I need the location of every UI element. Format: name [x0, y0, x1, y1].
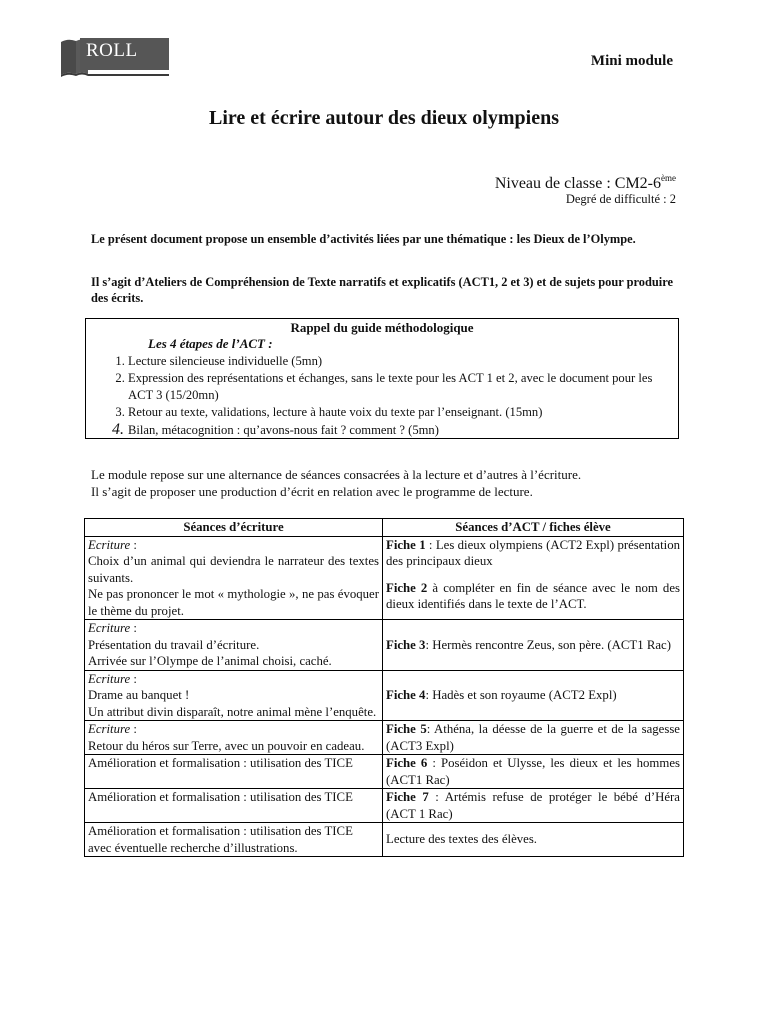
writing-text: Retour du héros sur Terre, avec un pouvoir en cadeau.: [88, 738, 365, 753]
writing-cell: Ecriture : Retour du héros sur Terre, avec un pouvoir en cadeau.: [85, 721, 383, 755]
module-description-line: Le module repose sur une alternance de séances consacrées à la lecture et d’autres à l’écriture.: [91, 467, 582, 482]
writing-text: Un attribut divin disparaît, notre animal mène l’enquête.: [88, 704, 377, 719]
module-description-line: Il s’agit de proposer une production d’écrit en relation avec le programme de lecture.: [91, 484, 533, 499]
intro-paragraph-1: Le présent document propose un ensemble d’activités liées par une thématique : les Dieux de l’Olympe.: [91, 232, 636, 246]
writing-label: Ecriture: [88, 671, 131, 686]
document-title: Lire et écrire autour des dieux olympiens: [209, 107, 559, 129]
table-row: [85, 789, 684, 823]
column-header-writing: Séances d’écriture: [85, 519, 383, 537]
column-header-act: Séances d’ACT / fiches élève: [383, 519, 684, 537]
table-header-row: [85, 519, 684, 537]
fiche-text: : Athéna, la déesse de la guerre et de la sagesse (ACT3 Expl): [386, 722, 680, 753]
table-row: [85, 755, 684, 789]
act-step: 4. Bilan, métacognition : qu’avons-nous fait ? comment ? (5mn): [128, 421, 678, 439]
writing-text: Drame au banquet !: [88, 688, 190, 702]
table-row: [85, 823, 684, 857]
table-row: [85, 620, 684, 671]
table-row: [85, 536, 684, 620]
methodology-title: Rappel du guide méthodologique: [290, 320, 474, 335]
act-step: 2. Expression des représentations et échanges, sans le texte pour les ACT 1 et 2, avec le document pour les ACT 3 (15/20mn): [128, 370, 678, 404]
act-step: 1. Lecture silencieuse individuelle (5mn): [128, 353, 678, 370]
writing-cell: Ecriture : Présentation du travail d’écriture. Arrivée sur l’Olympe de l’animal choisi, caché.: [85, 620, 383, 671]
sessions-table: [84, 518, 684, 857]
class-level: Niveau de classe : CM2-6ème: [494, 173, 676, 192]
writing-text: Amélioration et formalisation : utilisation des TICE avec éventuelle recherche d’illustrations.: [88, 824, 353, 855]
act-cell: [383, 620, 684, 671]
fiche-label: Fiche 4: [386, 688, 426, 702]
act-cell: [383, 789, 684, 823]
fiche-text: : Artémis refuse de protéger le bébé d’Héra (ACT 1 Rac): [386, 790, 680, 821]
fiche-text: à compléter en fin de séance avec le nom des dieux identifiés dans le texte de l’ACT.: [386, 580, 680, 611]
writing-label: Ecriture: [88, 621, 131, 635]
writing-cell: Ecriture : Choix d’un animal qui deviendra le narrateur des textes suivants. Ne pas prononcer le mot « mythologie », ne pas évoquer le thème du projet.: [85, 536, 383, 620]
writing-cell: [85, 823, 383, 857]
methodology-subtitle: Les 4 étapes de l’ACT :: [148, 336, 273, 351]
writing-cell: [85, 789, 383, 823]
intro-paragraph-2: Il s’agit d’Ateliers de Compréhension de Texte narratifs et explicatifs (ACT1, 2 et 3) et de sujets pour produire des écrits.: [91, 275, 673, 305]
table-row: [85, 670, 684, 721]
writing-text: Ne pas prononcer le mot « mythologie », ne pas évoquer le thème du projet.: [88, 587, 379, 618]
methodology-box: [85, 318, 679, 439]
writing-label: Ecriture: [88, 722, 131, 736]
fiche-text: : Les dieux olympiens (ACT2 Expl) présentation des principaux dieux: [386, 537, 680, 568]
module-label: Mini module: [590, 53, 673, 69]
act-steps-list: [86, 353, 678, 439]
writing-text: Arrivée sur l’Olympe de l’animal choisi, caché.: [88, 654, 332, 668]
writing-cell: Ecriture : Drame au banquet ! Un attribut divin disparaît, notre animal mène l’enquête.: [85, 670, 383, 721]
fiche-text: : Poséidon et Ulysse, les dieux et les hommes (ACT1 Rac): [386, 756, 680, 787]
fiche-text: : Hermès rencontre Zeus, son père. (ACT1 Rac): [425, 637, 671, 652]
act-cell: [383, 536, 684, 620]
logo-text: ROLL: [86, 40, 138, 61]
writing-text: Amélioration et formalisation : utilisation des TICE: [88, 756, 353, 770]
act-cell: [383, 721, 684, 755]
writing-cell: [85, 755, 383, 789]
fiche-label: Fiche 3: [386, 637, 426, 652]
fiche-label: Fiche 5: [386, 722, 427, 736]
fiche-label: Fiche 7: [386, 790, 429, 804]
table-row: [85, 721, 684, 755]
fiche-text: : Hadès et son royaume (ACT2 Expl): [425, 688, 617, 702]
writing-text: Amélioration et formalisation : utilisation des TICE: [88, 790, 353, 804]
writing-text: Choix d’un animal qui deviendra le narrateur des textes suivants.: [88, 554, 379, 585]
difficulty-level: Degré de difficulté : 2: [565, 192, 676, 206]
act-cell: [383, 755, 684, 789]
fiche-label: Fiche 2: [386, 580, 428, 595]
fiche-label: Fiche 6: [386, 756, 428, 770]
module-description: [91, 466, 691, 500]
act-cell: [383, 670, 684, 721]
fiche-label: Fiche 1: [386, 537, 426, 552]
writing-label: Ecriture: [88, 537, 131, 552]
fiche-text: Lecture des textes des élèves.: [386, 832, 538, 847]
writing-text: Présentation du travail d’écriture.: [88, 637, 260, 652]
act-cell: [383, 823, 684, 857]
act-step: 3. Retour au texte, validations, lecture à haute voix du texte par l’enseignant. (15mn): [128, 404, 678, 421]
